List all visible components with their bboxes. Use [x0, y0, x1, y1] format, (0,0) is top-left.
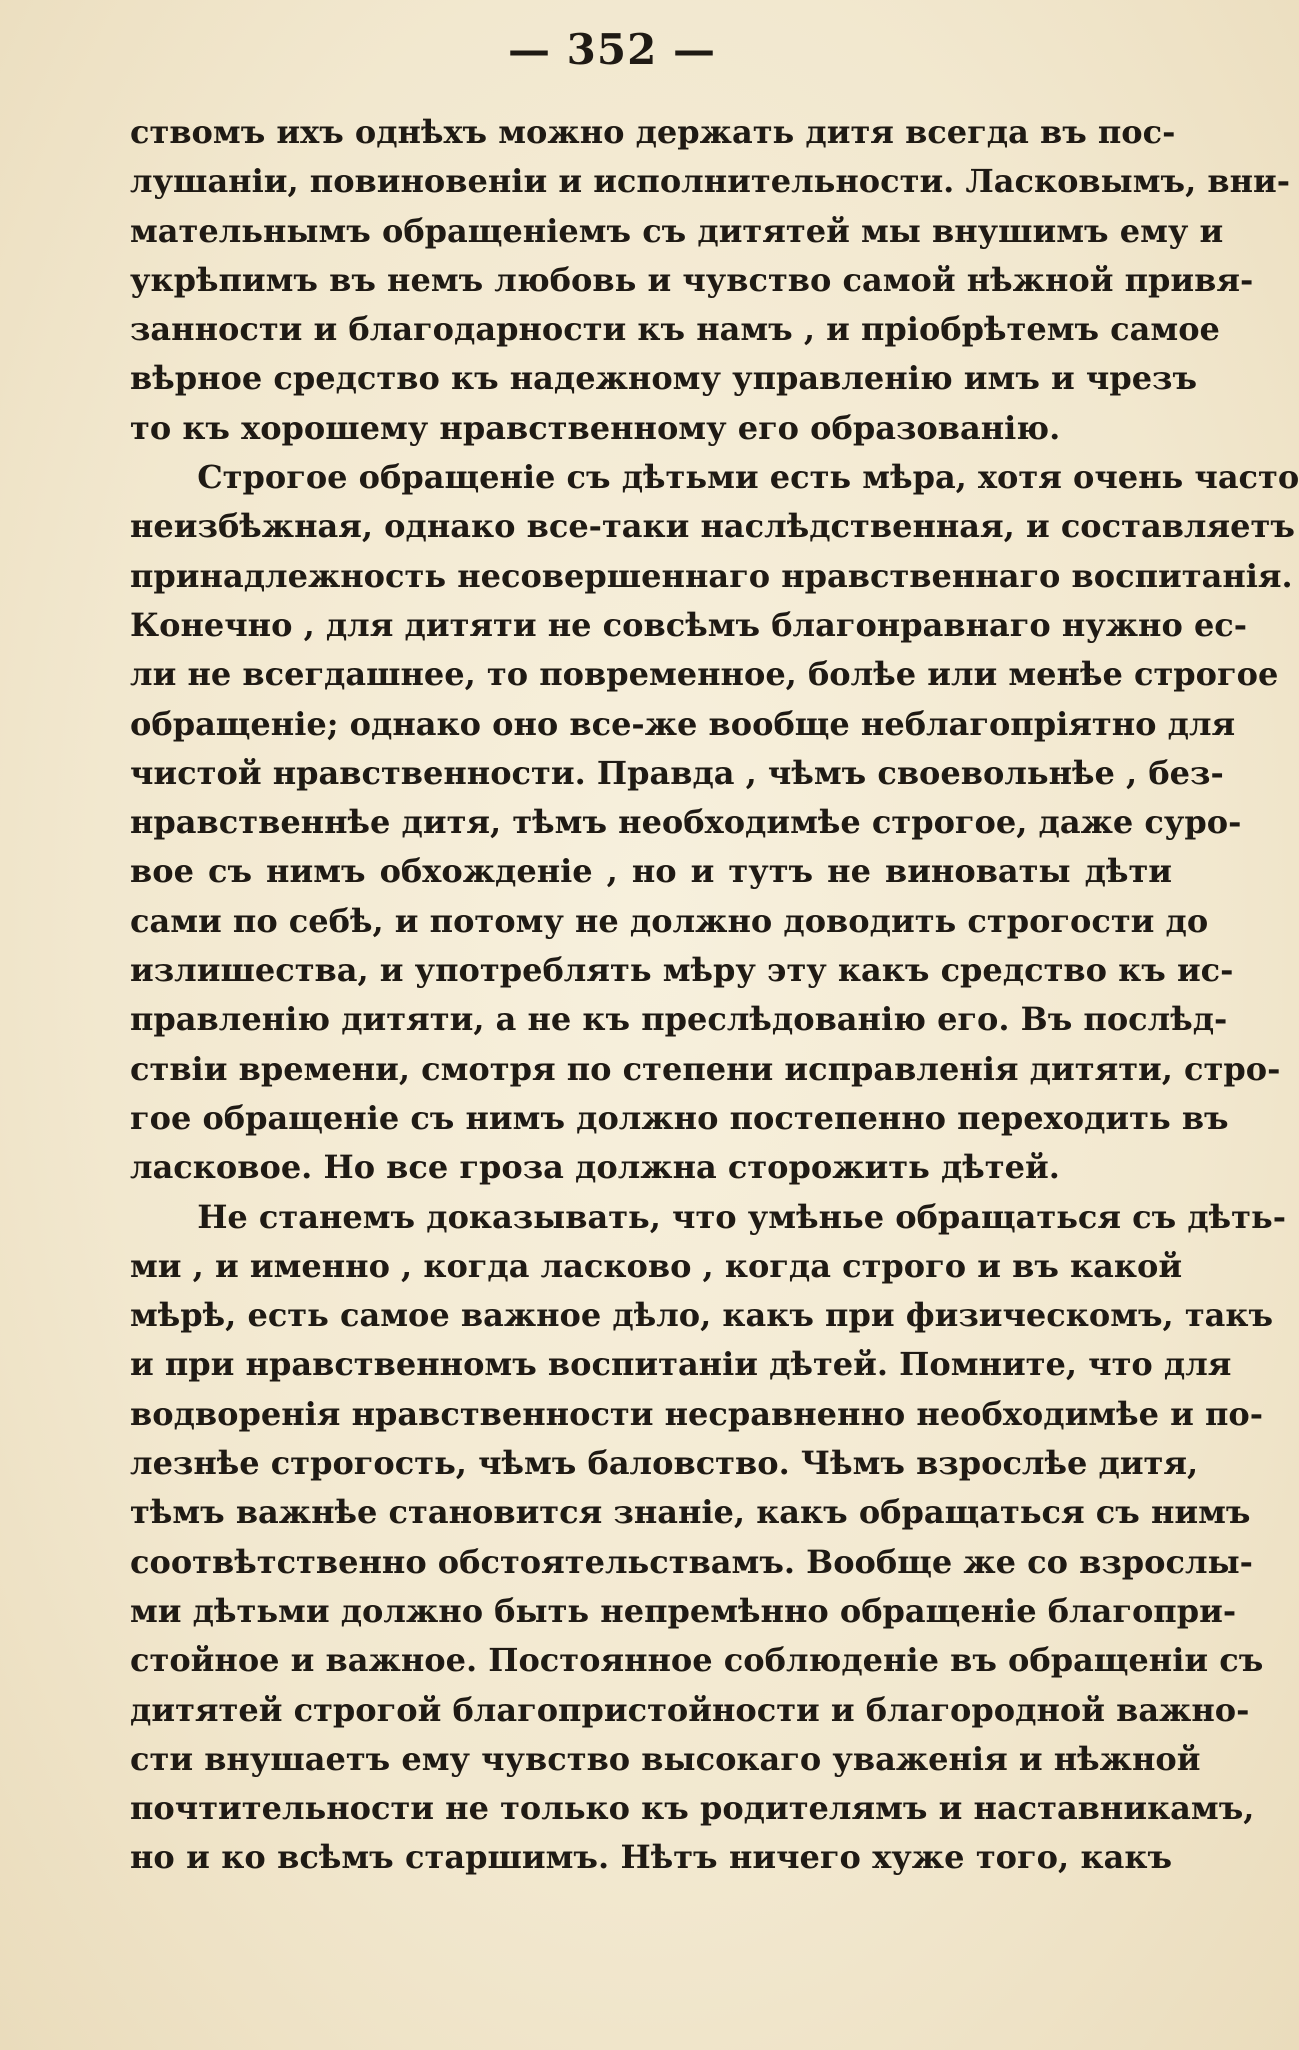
text-line: мательнымъ обращеніемъ съ дитятей мы внушимъ ему и — [130, 211, 1224, 250]
page-body — [130, 108, 1299, 1883]
text-line: соотвѣтственно обстоятельствамъ. Вообще же со взрослы- — [130, 1542, 1253, 1581]
text-line: ласковое. Но все гроза должна сторожить дѣтей. — [130, 1148, 1060, 1187]
text-line: ли не всегдашнее, то повременное, болѣе или менѣе строгое — [130, 655, 1279, 694]
text-line: обращеніе; однако оно все-же вообще неблагопріятно для — [130, 704, 1236, 743]
text-line: дитятей строгой благопристойности и благородной важно- — [130, 1690, 1250, 1729]
text-line: вое съ нимъ обхожденіе , но и тутъ не виноваты дѣти — [130, 852, 1172, 891]
text-line: Строгое обращеніе съ дѣтьми есть мѣра, хотя очень часто — [197, 458, 1299, 497]
text-line: нравственнѣе дитя, тѣмъ необходимѣе строгое, даже суро- — [130, 803, 1242, 842]
text-line: неизбѣжная, однако все-таки наслѣдственная, и составляетъ — [130, 507, 1295, 546]
text-line: тѣмъ важнѣе становится знаніе, какъ обращаться съ нимъ — [130, 1493, 1251, 1532]
text-line: ствіи времени, смотря по степени исправленія дитяти, стро- — [130, 1049, 1281, 1088]
text-line: но и ко всѣмъ старшимъ. Нѣтъ ничего хуже того, какъ — [130, 1838, 1172, 1877]
text-line: укрѣпимъ въ немъ любовь и чувство самой нѣжной привя- — [130, 260, 1254, 299]
text-line: сами по себѣ, и потому не должно доводить строгости до — [130, 901, 1209, 940]
text-line: принадлежность несовершеннаго нравственнаго воспитанія. — [130, 556, 1293, 595]
text-line: ствомъ ихъ однѣхъ можно держать дитя всегда въ пос- — [130, 113, 1176, 151]
text-line: лушаніи, повиновеніи и исполнительности. Ласковымъ, вни- — [130, 162, 1291, 201]
text-line: и при нравственномъ воспитаніи дѣтей. Помните, что для — [130, 1345, 1232, 1384]
text-line: почтительности не только къ родителямъ и наставникамъ, — [130, 1789, 1255, 1828]
paragraph-1 — [130, 108, 1291, 453]
text-line: Не станемъ доказывать, что умѣнье обращаться съ дѣть- — [197, 1197, 1286, 1236]
paragraph-2 — [130, 453, 1299, 1192]
text-line: ми дѣтьми должно быть непремѣнно обращеніе благопри- — [130, 1591, 1237, 1630]
text-line: гое обращеніе съ нимъ должно постепенно переходить въ — [130, 1098, 1229, 1137]
text-line: правленію дитяти, а не къ преслѣдованію его. Въ послѣд- — [130, 1000, 1228, 1039]
page-number: — 352 — — [508, 25, 716, 74]
text-line: вѣрное средство къ надежному управленію имъ и чрезъ — [130, 359, 1198, 398]
text-line: ми , и именно , когда ласково , когда строго и въ какой — [130, 1246, 1183, 1285]
text-line: стойное и важное. Постоянное соблюденіе въ обращеніи съ — [130, 1641, 1264, 1680]
text-line: Конечно , для дитяти не совсѣмъ благонравнаго нужно ес- — [130, 605, 1248, 644]
paragraph-3 — [130, 1193, 1286, 1883]
text-line: чистой нравственности. Правда , чѣмъ своевольнѣе , без- — [130, 753, 1224, 792]
text-line: занности и благодарности къ намъ , и пріобрѣтемъ самое — [130, 310, 1220, 349]
text-line: лезнѣе строгость, чѣмъ баловство. Чѣмъ взрослѣе дитя, — [130, 1444, 1199, 1483]
text-line: водворенія нравственности несравненно необходимѣе и по- — [130, 1394, 1264, 1433]
text-line: излишества, и употреблять мѣру эту какъ средство къ ис- — [130, 951, 1234, 990]
text-line: сти внушаетъ ему чувство высокаго уваженія и нѣжной — [130, 1739, 1201, 1778]
text-line: то къ хорошему нравственному его образованію. — [130, 408, 1061, 447]
text-line: мѣрѣ, есть самое важное дѣло, какъ при физическомъ, такъ — [130, 1296, 1274, 1335]
